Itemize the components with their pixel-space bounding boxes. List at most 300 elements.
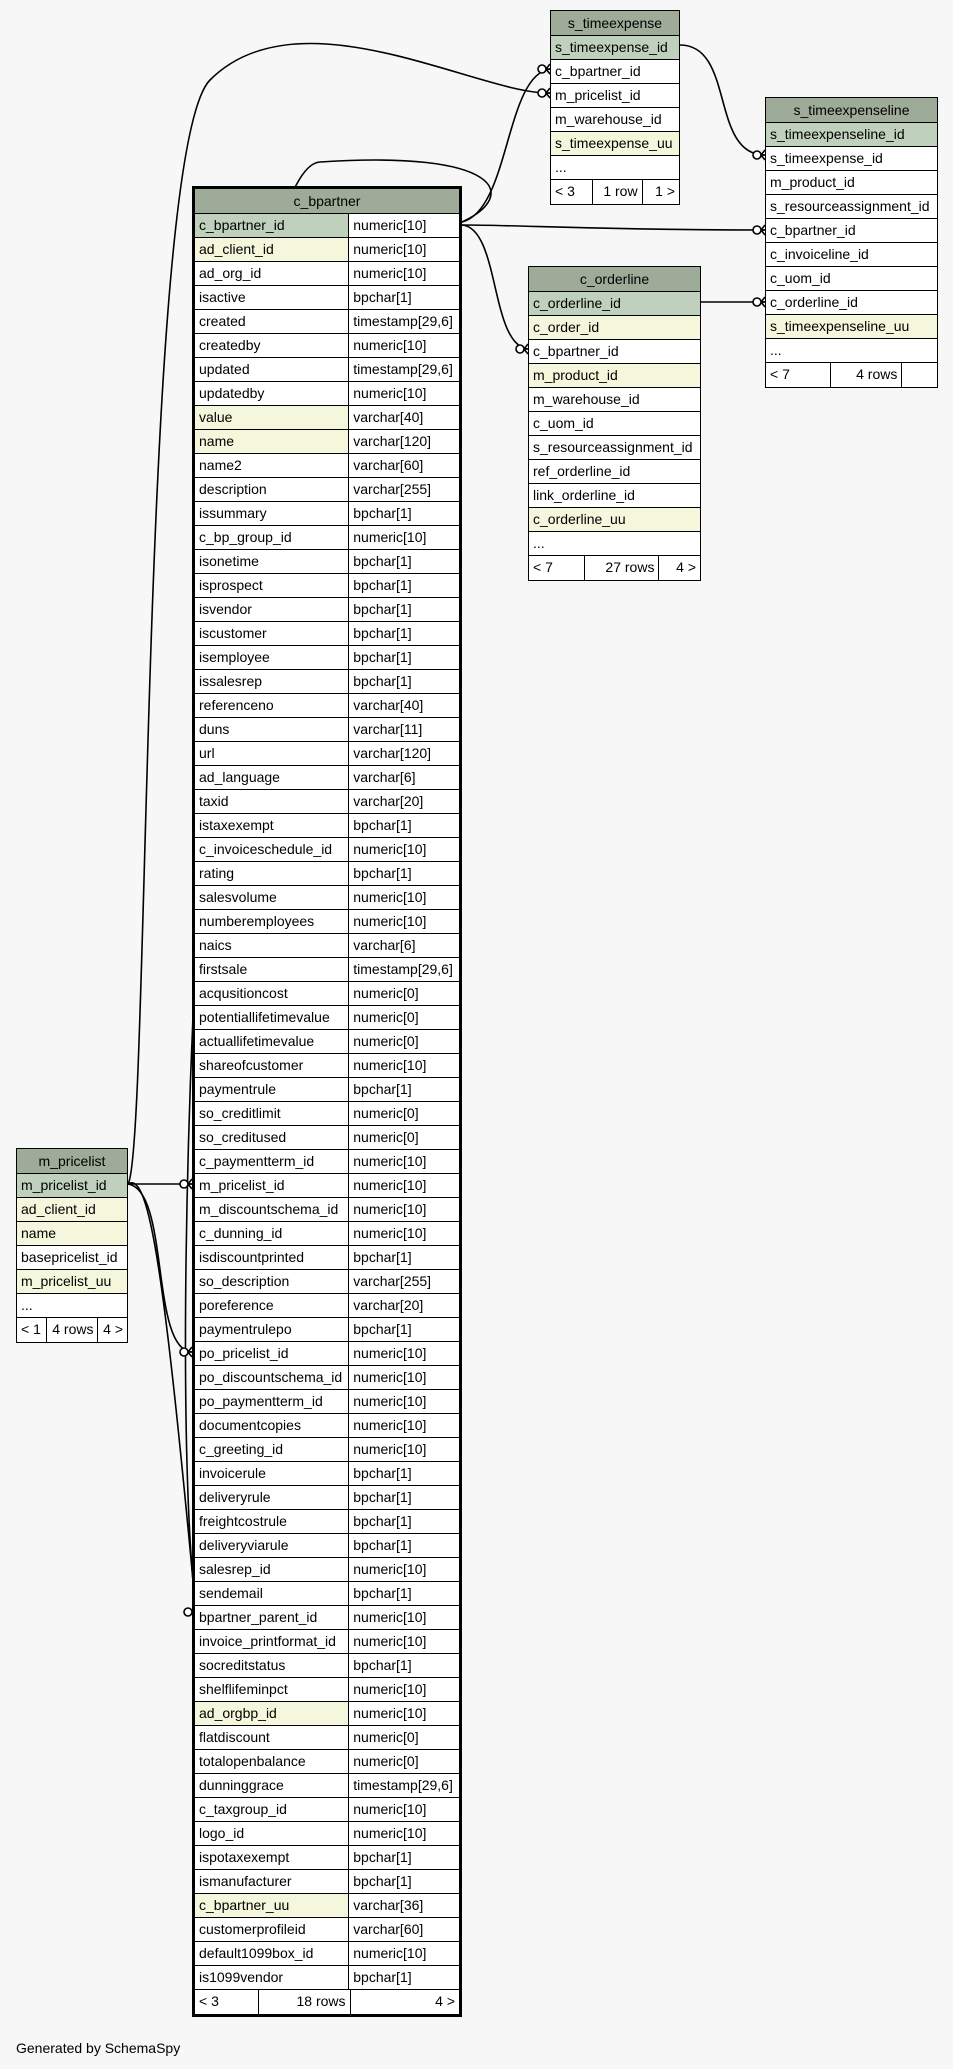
column-name: basepricelist_id — [21, 1249, 118, 1265]
parents-count[interactable]: < 3 — [199, 1993, 219, 2009]
column-row — [195, 238, 459, 262]
column-row — [195, 1054, 459, 1078]
column-type: numeric[10] — [348, 1222, 459, 1245]
column-name: so_description — [199, 1273, 290, 1289]
column-type: bpchar[1] — [348, 1534, 459, 1557]
column-name: socreditstatus — [199, 1657, 286, 1673]
column-name: issalesrep — [199, 673, 263, 689]
column-type: varchar[60] — [348, 454, 459, 477]
fk-end-timeexpenseline-bpartner — [753, 226, 761, 234]
column-name: logo_id — [199, 1825, 245, 1841]
column-name: documentcopies — [199, 1417, 301, 1433]
column-row — [551, 108, 679, 132]
column-name: c_uom_id — [770, 270, 831, 286]
column-name: default1099box_id — [199, 1945, 314, 1961]
column-type: timestamp[29,6] — [348, 958, 459, 981]
column-row — [195, 1774, 459, 1798]
column-name: c_bpartner_id — [555, 63, 641, 79]
column-row — [195, 1462, 459, 1486]
column-row — [195, 1198, 459, 1222]
column-row — [195, 598, 459, 622]
children-count[interactable]: 4 > — [97, 1318, 127, 1342]
table-c-orderline[interactable] — [528, 266, 701, 581]
ellipsis-text: ... — [21, 1297, 33, 1313]
column-name: actuallifetimevalue — [199, 1033, 315, 1049]
column-name: url — [199, 745, 215, 761]
table-title[interactable]: c_orderline — [529, 267, 700, 292]
column-name: acqusitioncost — [199, 985, 288, 1001]
column-type: numeric[10] — [348, 382, 459, 405]
column-type: bpchar[1] — [348, 286, 459, 309]
column-row — [529, 340, 700, 364]
column-type: bpchar[1] — [348, 1654, 459, 1677]
column-row — [195, 1222, 459, 1246]
column-row — [529, 364, 700, 388]
column-type: varchar[6] — [348, 934, 459, 957]
column-name: invoicerule — [199, 1465, 266, 1481]
column-row — [195, 622, 459, 646]
ellipsis-text: ... — [533, 535, 545, 551]
column-type: bpchar[1] — [348, 1966, 459, 1989]
column-name: c_invoiceline_id — [770, 246, 869, 262]
fk-end-bpartner-po-pricelist — [180, 1348, 188, 1356]
column-name: link_orderline_id — [533, 487, 635, 503]
table-title[interactable]: m_pricelist — [17, 1149, 127, 1174]
column-name: po_discountschema_id — [199, 1369, 343, 1385]
column-type: numeric[10] — [348, 1414, 459, 1437]
column-type: numeric[0] — [348, 1726, 459, 1749]
column-type: numeric[10] — [348, 886, 459, 909]
column-name: m_warehouse_id — [533, 391, 640, 407]
column-name: istaxexempt — [199, 817, 274, 833]
row-count: 4 rows — [830, 363, 901, 387]
column-row — [195, 814, 459, 838]
column-type: numeric[0] — [348, 1006, 459, 1029]
column-name: referenceno — [199, 697, 274, 713]
column-row — [195, 1726, 459, 1750]
column-name: dunninggrace — [199, 1777, 284, 1793]
column-type: numeric[10] — [348, 1438, 459, 1461]
column-type: numeric[10] — [348, 1174, 459, 1197]
column-name: m_product_id — [529, 364, 700, 387]
column-type: bpchar[1] — [348, 502, 459, 525]
row-count: 4 rows — [46, 1318, 97, 1342]
column-type: numeric[10] — [348, 214, 459, 237]
column-row — [195, 1318, 459, 1342]
column-row — [195, 526, 459, 550]
parents-count[interactable]: < 7 — [533, 559, 553, 575]
column-name: isactive — [199, 289, 246, 305]
column-type: numeric[0] — [348, 982, 459, 1005]
column-row — [529, 316, 700, 340]
table-title[interactable]: s_timeexpense — [551, 11, 679, 36]
column-row — [195, 1918, 459, 1942]
column-row — [17, 1174, 127, 1198]
column-type: bpchar[1] — [348, 1078, 459, 1101]
table-title[interactable]: s_timeexpenseline — [766, 98, 937, 123]
column-type: varchar[6] — [348, 766, 459, 789]
column-name: c_order_id — [529, 316, 700, 339]
column-row — [195, 1294, 459, 1318]
column-row — [529, 412, 700, 436]
column-name: c_dunning_id — [199, 1225, 283, 1241]
column-type: numeric[10] — [348, 1942, 459, 1965]
column-type: timestamp[29,6] — [348, 1774, 459, 1797]
column-type: numeric[10] — [348, 1702, 459, 1725]
column-row — [195, 1030, 459, 1054]
column-name: c_invoiceschedule_id — [199, 841, 333, 857]
column-row — [195, 1006, 459, 1030]
column-row — [195, 382, 459, 406]
column-name: isonetime — [199, 553, 259, 569]
column-type: bpchar[1] — [348, 574, 459, 597]
column-name: deliveryviarule — [199, 1537, 289, 1553]
more-columns — [551, 156, 679, 180]
column-row — [766, 219, 937, 243]
column-type: numeric[0] — [348, 1750, 459, 1773]
column-type: bpchar[1] — [348, 646, 459, 669]
column-name: updated — [199, 361, 250, 377]
column-type: numeric[0] — [348, 1030, 459, 1053]
column-row — [195, 1126, 459, 1150]
column-name: shelflifeminpct — [199, 1681, 288, 1697]
column-name: name — [195, 430, 348, 453]
column-row — [195, 1942, 459, 1966]
column-row — [195, 478, 459, 502]
column-type: varchar[120] — [348, 742, 459, 765]
table-s-timeexpense[interactable] — [550, 10, 680, 205]
column-name: m_pricelist_uu — [17, 1270, 127, 1293]
column-row — [17, 1246, 127, 1270]
column-row — [551, 132, 679, 156]
fk-end-timeexpenseline-timeexpense — [753, 151, 761, 159]
parents-count[interactable]: < 7 — [770, 366, 790, 382]
column-row — [195, 454, 459, 478]
column-name: ad_client_id — [195, 238, 348, 261]
column-row — [195, 1846, 459, 1870]
column-type: varchar[36] — [348, 1894, 459, 1917]
column-name: so_creditused — [199, 1129, 287, 1145]
column-type: timestamp[29,6] — [348, 358, 459, 381]
column-name: c_orderline_id — [770, 294, 858, 310]
column-row — [195, 358, 459, 382]
column-name: m_pricelist_id — [17, 1174, 127, 1197]
table-footer — [17, 1318, 127, 1342]
children-count[interactable]: 4 > — [350, 1990, 459, 2014]
column-row — [195, 1270, 459, 1294]
table-footer — [529, 556, 700, 580]
column-row — [195, 1078, 459, 1102]
column-row — [195, 1366, 459, 1390]
column-row — [195, 1414, 459, 1438]
column-row — [766, 243, 937, 267]
column-name: ad_org_id — [199, 265, 262, 281]
column-type: varchar[255] — [348, 1270, 459, 1293]
edge-timeexpense-to-line — [680, 45, 765, 155]
column-name: taxid — [199, 793, 229, 809]
column-row — [195, 1630, 459, 1654]
column-name: so_creditlimit — [199, 1105, 281, 1121]
column-type: numeric[10] — [348, 1054, 459, 1077]
column-row — [195, 670, 459, 694]
column-type: numeric[10] — [348, 334, 459, 357]
column-type: timestamp[29,6] — [348, 310, 459, 333]
edge-pricelist-descend — [128, 1183, 196, 1612]
column-row — [195, 550, 459, 574]
row-count: 1 row — [592, 180, 641, 204]
column-row — [195, 1678, 459, 1702]
column-row — [195, 1870, 459, 1894]
column-type: numeric[10] — [348, 910, 459, 933]
column-row — [195, 1174, 459, 1198]
column-row — [195, 742, 459, 766]
column-type: varchar[40] — [348, 694, 459, 717]
column-type: bpchar[1] — [348, 814, 459, 837]
column-name: c_bpartner_uu — [195, 1894, 348, 1917]
column-name: ismanufacturer — [199, 1873, 292, 1889]
column-name: duns — [199, 721, 230, 737]
column-row — [195, 766, 459, 790]
column-row — [195, 1510, 459, 1534]
column-row — [195, 1702, 459, 1726]
column-row — [766, 267, 937, 291]
column-name: salesrep_id — [199, 1561, 271, 1577]
column-name: name2 — [199, 457, 242, 473]
column-row — [17, 1270, 127, 1294]
column-row — [529, 508, 700, 532]
ellipsis-text: ... — [770, 342, 782, 358]
column-row — [195, 1438, 459, 1462]
column-name: s_timeexpenseline_uu — [766, 315, 937, 338]
fk-end-timeexpense-pricelist — [538, 89, 546, 97]
column-name: isprospect — [199, 577, 263, 593]
column-type: varchar[255] — [348, 478, 459, 501]
column-row — [195, 1654, 459, 1678]
column-type: numeric[10] — [348, 1366, 459, 1389]
table-s-timeexpenseline[interactable] — [765, 97, 938, 388]
column-row — [195, 886, 459, 910]
more-columns — [766, 339, 937, 363]
column-name: m_pricelist_id — [555, 87, 641, 103]
column-row — [766, 315, 937, 339]
column-type: bpchar[1] — [348, 670, 459, 693]
column-row — [195, 262, 459, 286]
column-row — [195, 1822, 459, 1846]
column-row — [195, 502, 459, 526]
column-row — [529, 460, 700, 484]
column-row — [195, 286, 459, 310]
fk-end-orderline-bpartner — [516, 345, 524, 353]
column-type: bpchar[1] — [348, 862, 459, 885]
column-name: c_greeting_id — [199, 1441, 284, 1457]
column-name: c_bp_group_id — [199, 529, 292, 545]
column-type: varchar[20] — [348, 790, 459, 813]
column-type: bpchar[1] — [348, 1246, 459, 1269]
table-title[interactable]: c_bpartner — [195, 189, 459, 214]
column-row — [195, 862, 459, 886]
column-name: customerprofileid — [199, 1921, 306, 1937]
column-name: c_uom_id — [533, 415, 594, 431]
column-row — [195, 1102, 459, 1126]
column-name: s_resourceassignment_id — [533, 439, 693, 455]
column-name: isemployee — [199, 649, 270, 665]
edge-bpartner-to-orderline — [462, 225, 528, 349]
column-name: created — [199, 313, 246, 329]
column-type: numeric[10] — [348, 838, 459, 861]
column-type: numeric[10] — [348, 1798, 459, 1821]
column-name: paymentrule — [199, 1081, 277, 1097]
column-row — [529, 292, 700, 316]
column-row — [195, 910, 459, 934]
column-row — [766, 195, 937, 219]
column-type: bpchar[1] — [348, 622, 459, 645]
column-type: varchar[120] — [348, 430, 459, 453]
row-count: 18 rows — [258, 1990, 350, 2014]
table-m-pricelist[interactable] — [16, 1148, 128, 1343]
column-type: bpchar[1] — [348, 1582, 459, 1605]
column-name: value — [195, 406, 348, 429]
column-name: s_timeexpense_uu — [551, 132, 679, 155]
column-name: salesvolume — [199, 889, 277, 905]
column-name: name — [17, 1222, 127, 1245]
column-name: poreference — [199, 1297, 274, 1313]
column-row — [17, 1222, 127, 1246]
column-row — [766, 291, 937, 315]
column-name: ad_client_id — [17, 1198, 127, 1221]
fk-end-timeexpenseline-orderline — [753, 298, 761, 306]
column-name: numberemployees — [199, 913, 315, 929]
column-name: ad_orgbp_id — [195, 1702, 348, 1725]
column-type: varchar[20] — [348, 1294, 459, 1317]
table-c-bpartner[interactable] — [192, 186, 462, 2017]
column-row — [195, 574, 459, 598]
column-row — [529, 436, 700, 460]
column-row — [195, 1342, 459, 1366]
column-type: numeric[10] — [348, 262, 459, 285]
column-type: varchar[40] — [348, 406, 459, 429]
table-footer — [551, 180, 679, 204]
children-count[interactable]: 1 > — [642, 180, 679, 204]
column-row — [195, 838, 459, 862]
column-name: c_paymentterm_id — [199, 1153, 315, 1169]
column-row — [195, 1582, 459, 1606]
column-name: rating — [199, 865, 235, 881]
column-name: c_bpartner_id — [770, 222, 856, 238]
column-row — [551, 60, 679, 84]
column-name: c_bpartner_id — [533, 343, 619, 359]
column-name: po_paymentterm_id — [199, 1393, 323, 1409]
column-row — [529, 388, 700, 412]
parents-count[interactable]: < 1 — [21, 1321, 41, 1337]
column-name: c_orderline_id — [529, 292, 700, 315]
fk-end-bpartner-pricelist — [180, 1180, 188, 1188]
column-name: m_pricelist_id — [199, 1177, 285, 1193]
column-type: numeric[10] — [348, 1678, 459, 1701]
column-name: ref_orderline_id — [533, 463, 631, 479]
column-name: issummary — [199, 505, 267, 521]
children-count[interactable] — [901, 363, 937, 387]
column-name: ispotaxexempt — [199, 1849, 290, 1865]
column-name: potentiallifetimevalue — [199, 1009, 330, 1025]
column-row — [195, 790, 459, 814]
column-row — [195, 1486, 459, 1510]
column-type: numeric[10] — [348, 1198, 459, 1221]
column-type: numeric[10] — [348, 238, 459, 261]
column-type: bpchar[1] — [348, 1486, 459, 1509]
edge-bpartner-to-timeexpense — [462, 69, 550, 222]
column-row — [529, 484, 700, 508]
column-type: numeric[10] — [348, 1558, 459, 1581]
children-count[interactable]: 4 > — [658, 556, 700, 580]
column-name: isvendor — [199, 601, 252, 617]
ellipsis-text: ... — [555, 159, 567, 175]
column-row — [195, 1534, 459, 1558]
column-row — [195, 214, 459, 238]
more-columns — [17, 1294, 127, 1318]
table-footer — [195, 1990, 459, 2014]
column-type: bpchar[1] — [348, 1462, 459, 1485]
column-type: numeric[10] — [348, 1822, 459, 1845]
column-name: c_taxgroup_id — [199, 1801, 287, 1817]
column-name: firstsale — [199, 961, 248, 977]
column-row — [17, 1198, 127, 1222]
column-name: isdiscountprinted — [199, 1249, 305, 1265]
column-type: numeric[10] — [348, 1630, 459, 1653]
column-type: numeric[0] — [348, 1126, 459, 1149]
column-type: bpchar[1] — [348, 550, 459, 573]
column-row — [195, 334, 459, 358]
generated-by-label: Generated by SchemaSpy — [16, 2040, 181, 2056]
column-name: iscustomer — [199, 625, 267, 641]
fk-end-timeexpense-bpartner — [538, 65, 546, 73]
column-name: m_warehouse_id — [555, 111, 662, 127]
column-row — [551, 84, 679, 108]
column-row — [195, 1246, 459, 1270]
column-name: sendemail — [199, 1585, 263, 1601]
fk-end-bpartner-parent — [184, 1608, 192, 1616]
column-name: naics — [199, 937, 232, 953]
column-name: freightcostrule — [199, 1513, 287, 1529]
column-name: c_orderline_uu — [529, 508, 700, 531]
column-type: numeric[10] — [348, 1606, 459, 1629]
column-name: s_timeexpenseline_id — [766, 123, 937, 146]
column-row — [195, 1798, 459, 1822]
column-type: numeric[10] — [348, 1390, 459, 1413]
column-row — [195, 934, 459, 958]
column-row — [195, 694, 459, 718]
column-type: numeric[10] — [348, 526, 459, 549]
column-row — [195, 1966, 459, 1990]
parents-count[interactable]: < 3 — [555, 183, 575, 199]
column-type: bpchar[1] — [348, 1870, 459, 1893]
column-type: numeric[10] — [348, 1342, 459, 1365]
column-name: invoice_printformat_id — [199, 1633, 336, 1649]
column-row — [195, 646, 459, 670]
table-footer — [766, 363, 937, 387]
edge-pricelist-to-bpartner-po — [128, 1184, 192, 1352]
column-type: varchar[11] — [348, 718, 459, 741]
column-name: ad_language — [199, 769, 280, 785]
column-row — [195, 1150, 459, 1174]
column-row — [195, 958, 459, 982]
edge-bpartner-to-timeexpenseline — [462, 225, 765, 230]
row-count: 27 rows — [584, 556, 658, 580]
column-row — [766, 147, 937, 171]
column-name: c_bpartner_id — [195, 214, 348, 237]
column-row — [195, 1894, 459, 1918]
column-name: m_product_id — [770, 174, 855, 190]
column-name: po_pricelist_id — [199, 1345, 289, 1361]
